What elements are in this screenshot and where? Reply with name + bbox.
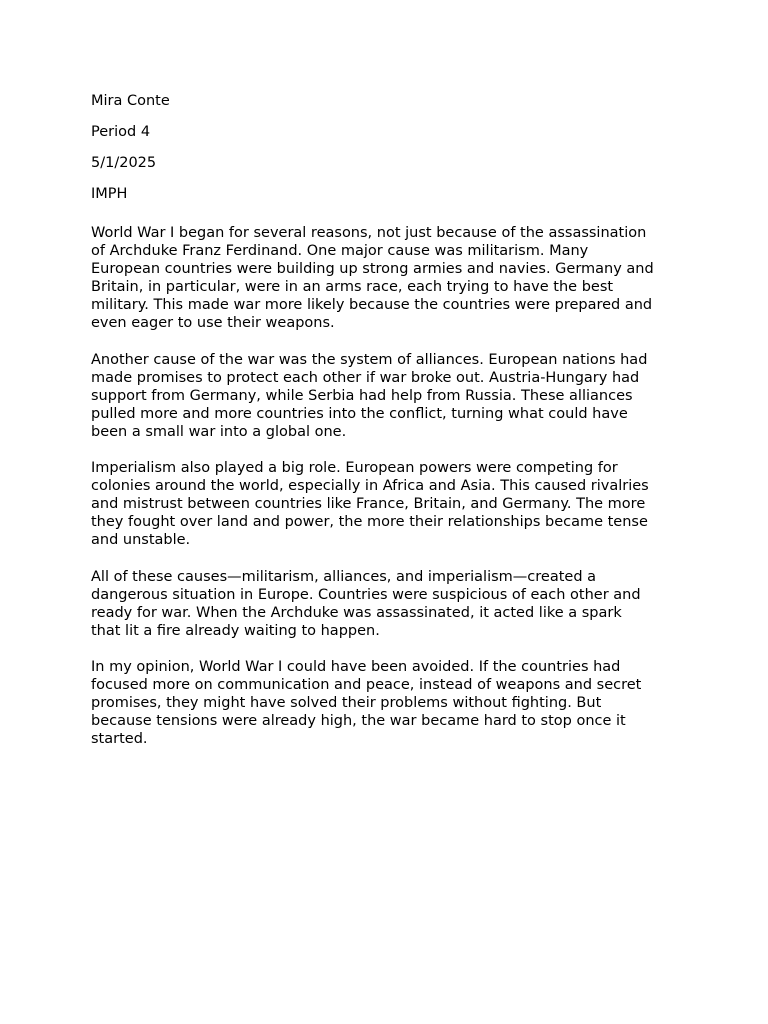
text-line: dangerous situation in Europe. Countries were suspicious of each other and xyxy=(91,586,641,603)
paragraph-militarism xyxy=(91,224,691,333)
text-line: started. xyxy=(91,731,148,748)
paragraph-alliances xyxy=(91,351,691,441)
text-line: focused more on communication and peace, instead of weapons and secret xyxy=(91,676,642,693)
text-line: European countries were building up strong armies and navies. Germany and xyxy=(91,261,654,278)
text-line: military. This made war more likely because the countries were prepared and xyxy=(91,297,653,314)
text-line: that lit a fire already waiting to happen. xyxy=(91,622,380,639)
text-line: of Archduke Franz Ferdinand. One major cause was militarism. Many xyxy=(91,243,589,260)
text-line: Imperialism also played a big role. European powers were competing for xyxy=(91,460,618,477)
text-line: World War I began for several reasons, not just because of the assassination xyxy=(91,225,647,241)
text-line: Britain, in particular, were in an arms race, each trying to have the best xyxy=(91,279,614,296)
text-line: ready for war. When the Archduke was assassinated, it acted like a spark xyxy=(91,604,622,621)
paragraph-summary xyxy=(91,568,691,640)
class-period: Period 4 xyxy=(91,124,151,140)
text-line: been a small war into a global one. xyxy=(91,423,347,440)
text-line: Another cause of the war was the system of alliances. European nations had xyxy=(91,351,648,368)
text-line: because tensions were already high, the war became hard to stop once it xyxy=(91,713,626,730)
document-date: 5/1/2025 xyxy=(91,155,157,171)
text-line: they fought over land and power, the more their relationships became tense xyxy=(91,514,648,531)
text-line: made promises to protect each other if war broke out. Austria-Hungary had xyxy=(91,369,640,386)
document-page xyxy=(91,92,691,766)
paragraph-opinion xyxy=(91,658,691,748)
text-line: pulled more and more countries into the conflict, turning what could have xyxy=(91,405,628,422)
student-name: Mira Conte xyxy=(91,93,170,109)
course-name: IMPH xyxy=(91,186,128,202)
text-line: and mistrust between countries like France, Britain, and Germany. The more xyxy=(91,496,646,513)
text-line: promises, they might have solved their problems without fighting. But xyxy=(91,695,602,712)
text-line: All of these causes—militarism, alliances, and imperialism—created a xyxy=(91,568,597,585)
paragraph-imperialism xyxy=(91,459,691,549)
text-line: even eager to use their weapons. xyxy=(91,315,335,332)
text-line: colonies around the world, especially in Africa and Asia. This caused rivalries xyxy=(91,478,649,495)
text-line: In my opinion, World War I could have been avoided. If the countries had xyxy=(91,658,621,675)
text-line: support from Germany, while Serbia had help from Russia. These alliances xyxy=(91,387,633,404)
text-line: and unstable. xyxy=(91,532,191,549)
